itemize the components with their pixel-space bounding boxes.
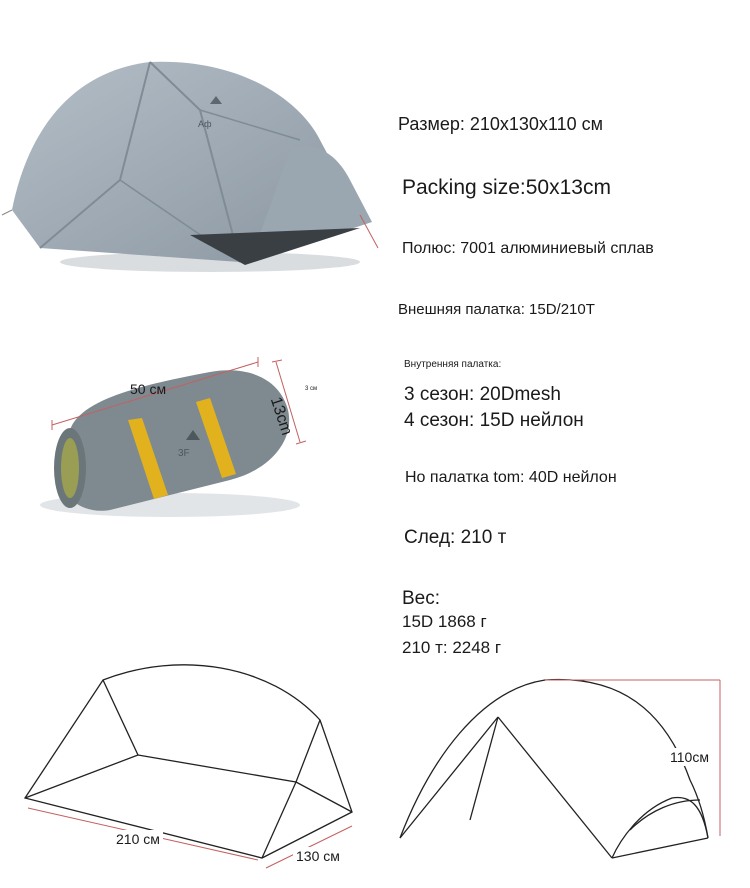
- spec-outer-tent: Внешняя палатка: 15D/210T: [398, 301, 595, 318]
- bag-brand: 3F: [178, 448, 190, 459]
- spec-weight-15d: 15D 1868 г: [402, 612, 487, 631]
- spec-floor: Но палатка tom: 40D нейлон: [405, 469, 617, 486]
- bag-small-label: 3 см: [305, 386, 318, 392]
- spec-inner-tent-header: Внутренняя палатка:: [404, 359, 502, 370]
- bag-diameter-label: 13cm: [266, 395, 296, 438]
- diagram-height-label: 110см: [667, 748, 712, 766]
- spec-weight-210t: 210 т: 2248 г: [402, 638, 502, 657]
- bag-length-label: 50 см: [130, 381, 167, 397]
- spec-pole: Полюс: 7001 алюминиевый сплав: [402, 240, 654, 257]
- spec-footprint: След: 210 т: [404, 527, 507, 548]
- spec-weight-header: Вес:: [402, 588, 441, 609]
- diagram-width-label: 130 см: [293, 847, 343, 865]
- spec-inner-4-season: 4 сезон: 15D нейлон: [404, 410, 584, 431]
- spec-packing-size: Packing size:50x13cm: [402, 176, 611, 199]
- spec-size: Размер: 210x130x110 см: [398, 114, 604, 134]
- diagram-length-label: 210 см: [113, 830, 163, 848]
- spec-inner-3-season: 3 сезон: 20Dmesh: [404, 384, 561, 405]
- tent-logo: Аф: [198, 119, 212, 129]
